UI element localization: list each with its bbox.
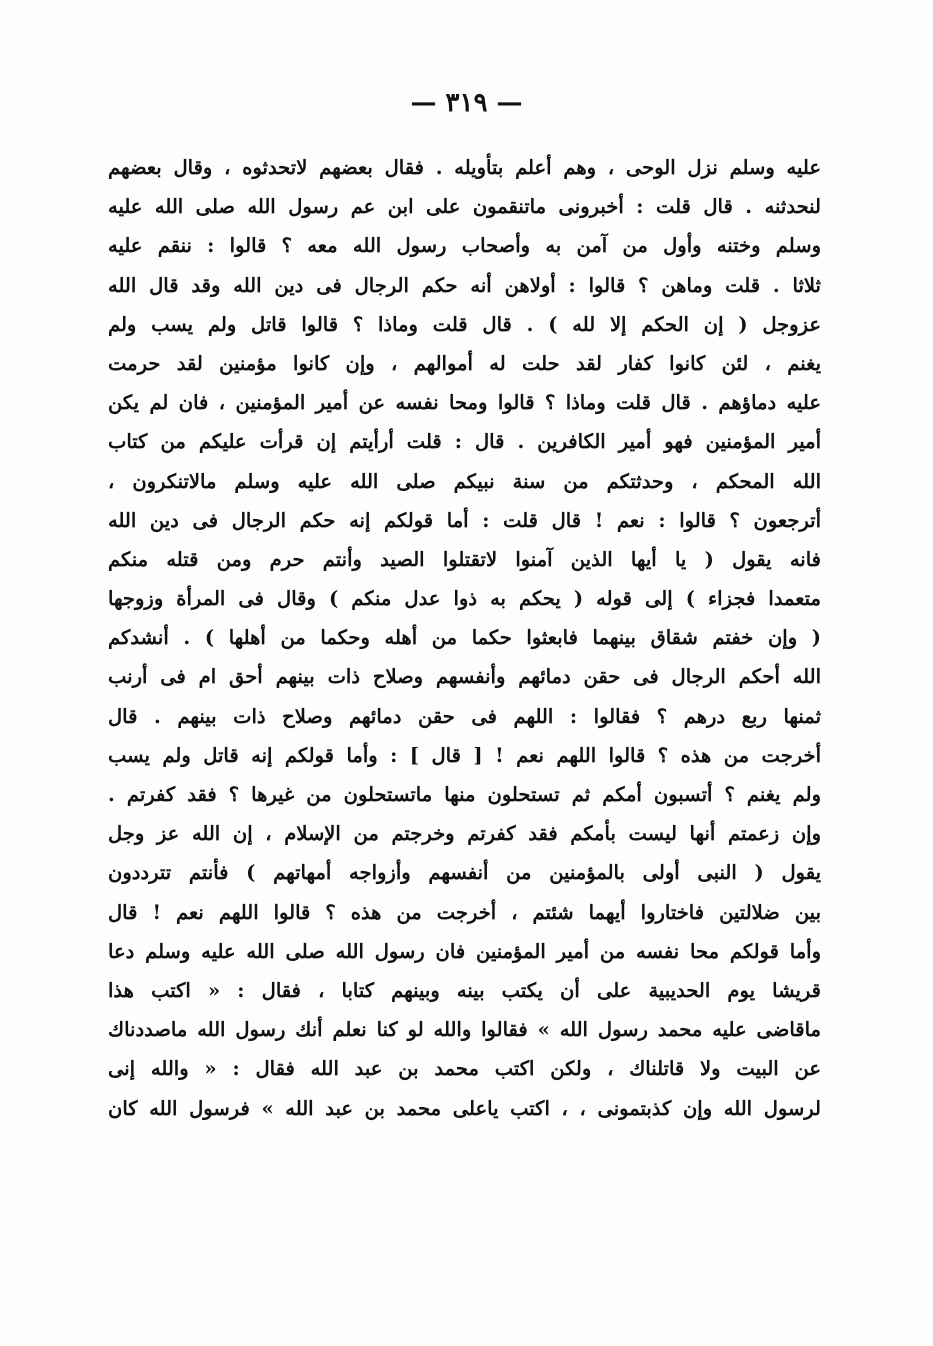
text-line: يغنم ، لئن كانوا كفار لقد حلت له أموالهم ، وإن كانوا مؤمنين لقد حرمت [108, 351, 821, 375]
text-line: وأما قولكم محا نفسه من أمير المؤمنين فان رسول الله صلى الله عليه وسلم دعا [108, 939, 821, 963]
text-line: أترجعون ؟ قالوا : نعم ! قال قلت : أما قولكم إنه حكم الرجال فى دين الله [108, 508, 821, 532]
text-line: وإن زعمتم أنها ليست بأمكم فقد كفرتم وخرجتم من الإسلام ، إن الله عز وجل [108, 822, 821, 846]
body-text [108, 148, 821, 1128]
text-line: لرسول الله وإن كذبتمونى ، ، اكتب ياعلى محمد بن عبد الله » فرسول الله كان [108, 1096, 821, 1120]
page-number: — ٣١٩ — [410, 88, 523, 118]
text-line: عزوجل ( إن الحكم إلا لله ) . قال قلت وماذا ؟ قالوا قاتل ولم يسب ولم [108, 312, 821, 336]
text-line: وسلم وختنه وأول من آمن به وأصحاب رسول الله معه ؟ قالوا : ننقم عليه [108, 234, 821, 258]
text-line: ولم يغنم ؟ أتسبون أمكم ثم تستحلون منها ماتستحلون من غيرها ؟ فقد كفرتم . [108, 783, 821, 806]
text-line: متعمدا فجزاء ) إلى قوله ( يحكم به ذوا عدل منكم ) وقال فى المرأة وزوجها [108, 587, 821, 611]
text-line: ثمنها ربع درهم ؟ فقالوا : اللهم فى حقن دمائهم وصلاح ذات بينهم . قال [108, 704, 821, 728]
text-line: عليه وسلم نزل الوحى ، وهم أعلم بتأويله . فقال بعضهم لاتحدثوه ، وقال بعضهم [108, 156, 821, 179]
text-line: الله المحكم ، وحدثتكم من سنة نبيكم صلى الله عليه وسلم مالاتنكرون ، [108, 469, 821, 493]
text-line: الله أحكم الرجال فى حقن دمائهم وأنفسهم وصلاح ذات بينهم أحق ام فى أرنب [108, 665, 821, 689]
text-line: قريشا يوم الحديبية على أن يكتب بينه وبينهم كتابا ، فقال : « اكتب هذا [108, 978, 821, 1002]
text-line: عن البيت ولا قاتلناك ، ولكن اكتب محمد بن عبد الله فقال : « والله إنى [108, 1057, 821, 1081]
text-line: يقول ( النبى أولى بالمؤمنين من أنفسهم وأزواجه أمهاتهم ) فأنتم تترددون [108, 861, 821, 885]
text-line: عليه دماؤهم . قال قلت وماذا ؟ قالوا ومحا نفسه عن أمير المؤمنين ، فان لم يكن [108, 391, 821, 415]
text-line: ثلاثا . قلت وماهن ؟ قالوا : أولاهن أنه حكم الرجال فى دين الله وقد قال الله [108, 273, 821, 297]
text-line: ( وإن خفتم شقاق بينهما فابعثوا حكما من أهله وحكما من أهلها ) . أنشدكم [108, 626, 821, 650]
text-line: لنحدثنه . قال قلت : أخبرونى ماتنقمون على ابن عم رسول الله صلى الله عليه [108, 195, 821, 219]
text-line: فانه يقول ( يا أيها الذين آمنوا لاتقتلوا الصيد وأنتم حرم ومن قتله منكم [108, 547, 821, 571]
text-line: ماقاضى عليه محمد رسول الله » فقالوا والله لو كنا نعلم أنك رسول الله ماصددناك [108, 1018, 821, 1042]
text-line: أخرجت من هذه ؟ قالوا اللهم نعم ! [ قال ] : وأما قولكم إنه قاتل ولم يسب [108, 743, 821, 767]
text-line: بين ضلالتين فاختاروا أيهما شئتم ، أخرجت من هذه ؟ قالوا اللهم نعم ! قال [108, 900, 821, 924]
text-line: أمير المؤمنين فهو أمير الكافرين . قال : قلت أرأيتم إن قرأت عليكم من كتاب [108, 430, 821, 454]
